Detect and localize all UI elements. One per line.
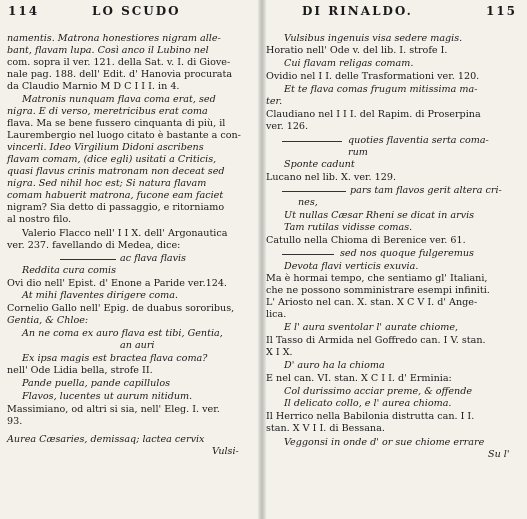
- text-line: lica.: [266, 309, 287, 320]
- text-line: da Claudio Marnio M D C I I I. in 4.: [7, 81, 180, 92]
- text-line: com. sopra il ver. 121. della Sat. v. I. di Giove-: [7, 57, 231, 68]
- quotation-line: quoties flaventia serta coma-: [348, 135, 489, 146]
- text-line: nale pag. 188. dell' Edit. d' Hanovia procurata: [7, 69, 233, 80]
- quotation-line: Pande puella, pande capillulos: [22, 378, 171, 389]
- quotation-line: an auri: [120, 340, 155, 351]
- text-line: Laurembergio nel luogo citato è bastante a con-: [7, 130, 241, 141]
- text-line: Il Tasso di Armida nel Goffredo can. I V. stan.: [266, 335, 486, 346]
- text-line: comam habuerit matrona, fucone eam faciet: [7, 190, 224, 201]
- text-line: Massimiano, od altri si sia, nell' Eleg. I. ver.: [7, 404, 220, 415]
- text-line: nigram? Sia detto di passaggio, e ritorniamo: [7, 202, 225, 213]
- text-line: bant, flavam lupa. Così anco il Lubino nel: [7, 45, 209, 56]
- text-line: quasi flavus crinis matronam non deceat sed: [7, 166, 225, 177]
- quotation-line: At mihi flaventes dirigere coma.: [22, 290, 179, 301]
- text-line: ver. 126.: [266, 121, 309, 132]
- text-line: nell' Ode Lidia bella, strofe II.: [7, 365, 153, 376]
- text-line: che ne possono somministrare esempi infiniti.: [266, 285, 490, 296]
- catchword: Su l': [488, 449, 510, 460]
- text-line: E nel can. VI. stan. X C I I. d' Erminia:: [266, 373, 452, 384]
- text-line: Lucano nel lib. X. ver. 129.: [266, 172, 397, 183]
- left-page-number: 114: [8, 4, 40, 18]
- quotation-line: nes,: [298, 197, 318, 208]
- quotation-line: ac flava flavis: [120, 253, 186, 264]
- text-line: 93.: [7, 416, 23, 427]
- text-line: Horatio nell' Ode v. del lib. I. strofe I.: [266, 45, 448, 56]
- quotation-line: Sponte cadunt: [284, 159, 355, 170]
- quotation-line: Et te flava comas frugum mitissima ma-: [284, 84, 478, 95]
- quotation-line: E l' aura sventolar l' aurate chiome,: [284, 322, 459, 333]
- text-line: nigra. E di verso, meretricibus erat coma: [7, 106, 208, 117]
- text-line: ver. 237. favellando di Medea, dice:: [7, 240, 181, 251]
- right-page-number: 115: [485, 4, 517, 18]
- text-line: X I X.: [266, 347, 293, 358]
- left-page: [0, 0, 262, 519]
- quotation-line: Tam rutilas vidisse comas.: [284, 222, 413, 233]
- quotation-line: Ex ipsa magis est bractea flava coma?: [22, 353, 208, 364]
- quotation-line: Ut nullas Cæsar Rheni se dicat in arvis: [284, 210, 475, 221]
- text-line: Ma è hormai tempo, che sentiamo gl' Italiani,: [266, 273, 488, 284]
- text-line: flavam comam, (dice egli) usitati a Criticis,: [7, 154, 217, 165]
- text-line: Il Herrico nella Babilonia distrutta can. I I.: [266, 411, 475, 422]
- text-line: vincerli. Ideo Virgilium Didoni ascribens: [7, 142, 204, 153]
- text-line: Claudiano nel I I I. del Rapim. di Proserpina: [266, 109, 481, 120]
- text-line: Valerio Flacco nell' I I X. dell' Argonautica: [22, 228, 228, 239]
- text-line: Matronis nunquam flava coma erat, sed: [22, 94, 216, 105]
- quotation-line: D' auro ha la chioma: [284, 360, 385, 371]
- catchword: Vulsi-: [212, 446, 239, 457]
- quotation-line: Cui flavam religas comam.: [284, 58, 414, 69]
- text-line: L' Ariosto nel can. X. stan. X C V I. d' Ange-: [266, 297, 478, 308]
- quotation-line: ter.: [266, 96, 283, 107]
- quotation-line: Devota flavi verticis exuvia.: [284, 261, 419, 272]
- quotation-line: Il delicato collo, e l' aurea chioma.: [284, 398, 452, 409]
- left-running-head: LO SCUDO: [92, 4, 181, 18]
- text-line: namentis. Matrona honestiores nigram alle-: [7, 33, 221, 44]
- text-line: al nostro filo.: [7, 214, 72, 225]
- quotation-line: Col durissimo acciar preme, & offende: [284, 386, 473, 397]
- right-page: [262, 0, 527, 519]
- quotation-line: An ne coma ex auro flava est tibi, Gentia,: [22, 328, 223, 339]
- text-line: nigra. Sed nihil hoc est; Si natura flavam: [7, 178, 207, 189]
- text-line: Ovidio nel I I. delle Trasformationi ver. 120.: [266, 71, 480, 82]
- quotation-line: Aurea Cæsaries, demissaq; lactea cervix: [7, 434, 205, 445]
- text-line: stan. X V I I. di Bessana.: [266, 423, 385, 434]
- text-line: Gentia, & Chloe:: [7, 315, 89, 326]
- quotation-line: pars tam flavos gerit altera cri-: [350, 185, 502, 196]
- quotation-line: Veggonsi in onde d' or sue chiome errare: [284, 437, 485, 448]
- quotation-line: Reddita cura comis: [22, 265, 117, 276]
- text-line: Ovi dio nell' Epist. d' Enone a Paride ver.124.: [7, 278, 227, 289]
- quotation-line: Vulsibus ingenuis visa sedere magis.: [284, 33, 463, 44]
- text-line: Catullo nella Chioma di Berenice ver. 61.: [266, 235, 466, 246]
- right-running-head: DI RINALDO.: [302, 4, 413, 18]
- text-line: flava. Ma se bene fussero cinquanta di più, il: [7, 118, 226, 129]
- quotation-line: rum: [348, 147, 368, 158]
- text-line: Cornelio Gallo nell' Epig. de duabus sororibus,: [7, 303, 235, 314]
- quotation-line: sed nos quoque fulgeremus: [340, 248, 474, 259]
- quotation-line: Flavos, lucentes ut aurum nitidum.: [22, 391, 193, 402]
